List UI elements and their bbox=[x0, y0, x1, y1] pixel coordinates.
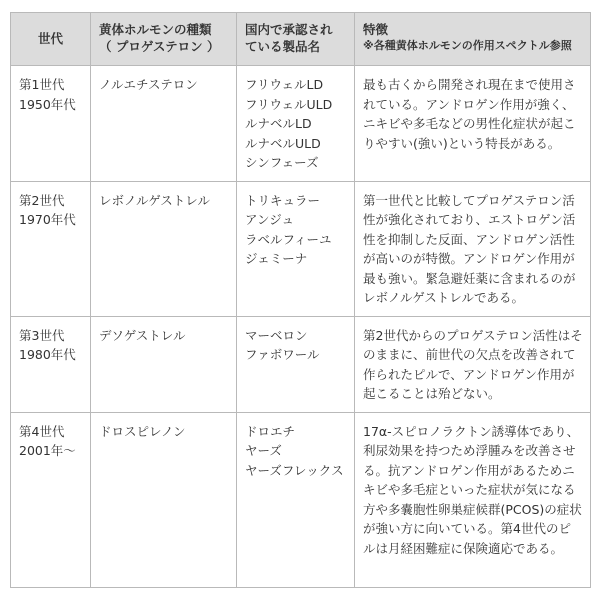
product-name: フリウェルLD bbox=[245, 77, 324, 92]
table-header-row bbox=[11, 13, 591, 66]
features-cell: 第一世代と比較してプロゲステロン活性が強化されており、エストロゲン活性を抑制した反面、アンドロゲン活性が高いのが特徴。アンドロゲン作用が最も強い。緊急避妊薬に含まれるのがレボノルゲストレルである。 bbox=[355, 181, 591, 316]
generation-era: 1980年代 bbox=[19, 347, 76, 362]
products-cell bbox=[237, 66, 355, 182]
products-cell bbox=[237, 316, 355, 412]
generation-cell bbox=[11, 316, 91, 412]
product-name: マーベロン bbox=[245, 327, 308, 343]
header-generation: 世代 bbox=[11, 13, 91, 66]
generation-table-container bbox=[10, 12, 590, 588]
products-cell bbox=[237, 181, 355, 316]
generation-cell bbox=[11, 181, 91, 316]
hormone-cell: ドロスピレノン bbox=[91, 412, 237, 587]
product-name: ラベルフィーユ bbox=[245, 231, 332, 247]
product-name: シンフェーズ bbox=[245, 155, 319, 170]
products-cell bbox=[237, 412, 355, 587]
header-features-line1: 特徴 bbox=[363, 22, 389, 37]
header-products-line2: ている製品名 bbox=[245, 39, 321, 54]
generation-cell bbox=[11, 412, 91, 587]
generation-cell bbox=[11, 66, 91, 182]
product-name: ルナベルULD bbox=[245, 135, 321, 151]
generation-label: 第4世代 bbox=[19, 423, 65, 439]
header-hormone-line2: （ プロゲステロン ） bbox=[99, 39, 220, 54]
hormone-cell: デソゲストレル bbox=[91, 316, 237, 412]
hormone-cell: レボノルゲストレル bbox=[91, 181, 237, 316]
product-name: アンジュ bbox=[245, 212, 294, 227]
header-features bbox=[355, 13, 591, 66]
generation-era: 1970年代 bbox=[19, 212, 76, 227]
product-name: トリキュラー bbox=[245, 192, 321, 208]
generation-label: 第3世代 bbox=[19, 327, 65, 343]
product-name: ルナベルLD bbox=[245, 116, 312, 131]
header-products bbox=[237, 13, 355, 66]
table-row bbox=[11, 66, 591, 182]
hormone-cell: ノルエチステロン bbox=[91, 66, 237, 182]
product-name: ヤーズ bbox=[245, 443, 282, 458]
product-name: フリウェルULD bbox=[245, 96, 333, 112]
header-features-note: ※各種黄体ホルモンの作用スペクトル参照 bbox=[363, 39, 572, 52]
generation-label: 第1世代 bbox=[19, 77, 65, 92]
product-name: ファボワール bbox=[245, 347, 320, 362]
features-cell: 最も古くから開発され現在まで使用されている。アンドロゲン作用が強く、ニキビや多毛などの男性化症状が起こりやすい(強い)という特長がある。 bbox=[355, 66, 591, 182]
product-name: ヤーズフレックス bbox=[245, 462, 344, 478]
generation-era: 1950年代 bbox=[19, 96, 76, 112]
header-products-line1: 国内で承認され bbox=[245, 22, 333, 37]
header-hormone-type bbox=[91, 13, 237, 66]
table-row bbox=[11, 316, 591, 412]
generation-label: 第2世代 bbox=[19, 192, 65, 208]
features-cell: 17α-スピロノラクトン誘導体であり、利尿効果を持つため浮腫みを改善させる。抗アンドロゲン作用があるためニキビや多毛症といった症状が気になる方や多嚢胞性卵巣症候群(PCOS)の症状が強い方に向いている。第4世代のピルは月経困難症に保険適応である。 bbox=[355, 412, 591, 587]
product-name: ドロエチ bbox=[245, 423, 296, 439]
table-row bbox=[11, 412, 591, 587]
table-row bbox=[11, 181, 591, 316]
product-name: ジェミーナ bbox=[245, 251, 308, 266]
generation-era: 2001年～ bbox=[19, 443, 76, 458]
progestin-generation-table bbox=[10, 12, 591, 588]
features-cell: 第2世代からのプロゲステロン活性はそのままに、前世代の欠点を改善されて作られたピルで、アンドロゲン作用が起こることは殆どない。 bbox=[355, 316, 591, 412]
header-hormone-line1: 黄体ホルモンの種類 bbox=[99, 22, 212, 37]
